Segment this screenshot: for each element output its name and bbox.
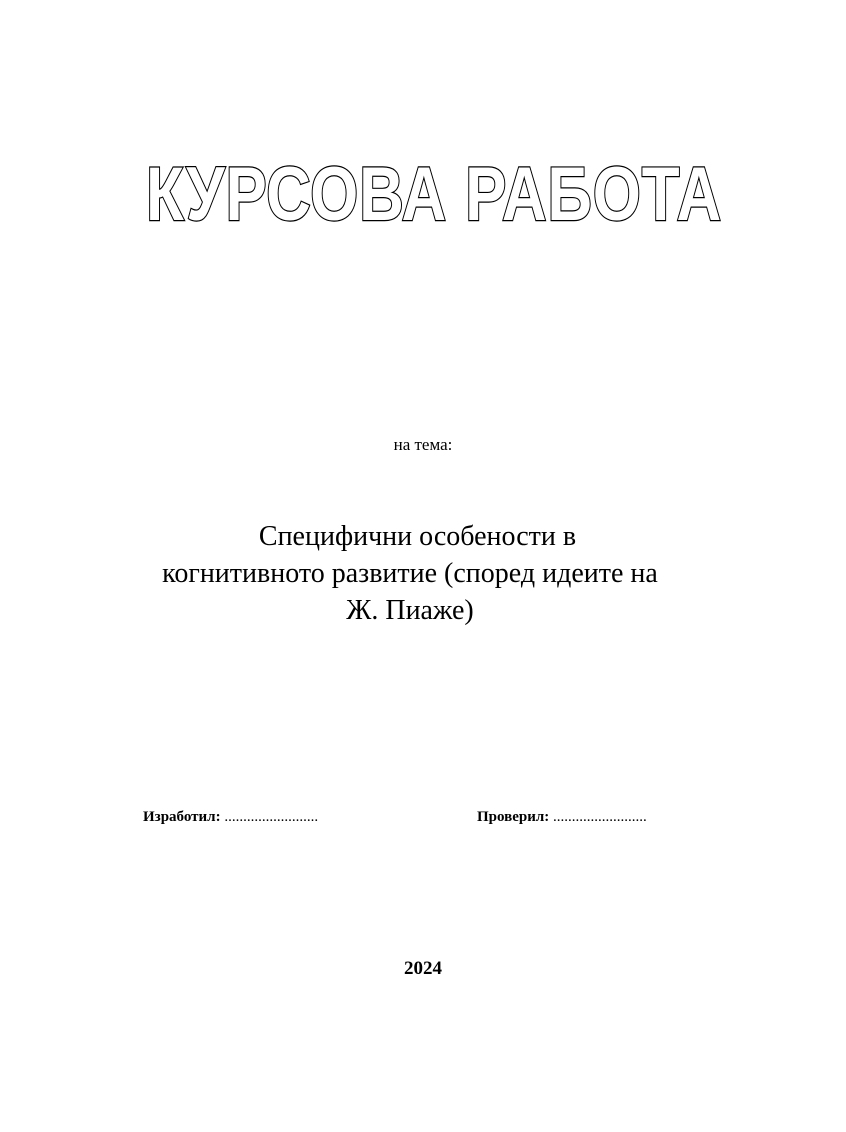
prepared-by-blank: .........................: [224, 809, 319, 825]
prepared-by: [143, 806, 318, 828]
document-title: [140, 140, 740, 240]
year: 2024: [404, 958, 442, 979]
topic-title: [100, 518, 720, 629]
checked-by-blank: .........................: [553, 809, 647, 825]
topic-line: Ж. Пиаже): [346, 595, 474, 626]
prepared-by-label: Изработил:: [143, 809, 221, 825]
topic-line: когнитивното развитие (според идеите на: [162, 558, 658, 589]
title-text: КУРСОВА РАБОТА: [146, 152, 722, 237]
topic-line: Специфични особености в: [258, 521, 577, 552]
subject-label: на тема:: [393, 435, 453, 454]
checked-by-label: Проверил:: [477, 809, 550, 825]
signature-block: [143, 806, 723, 832]
outlined-title-graphic: [140, 140, 740, 240]
checked-by: [477, 806, 647, 828]
